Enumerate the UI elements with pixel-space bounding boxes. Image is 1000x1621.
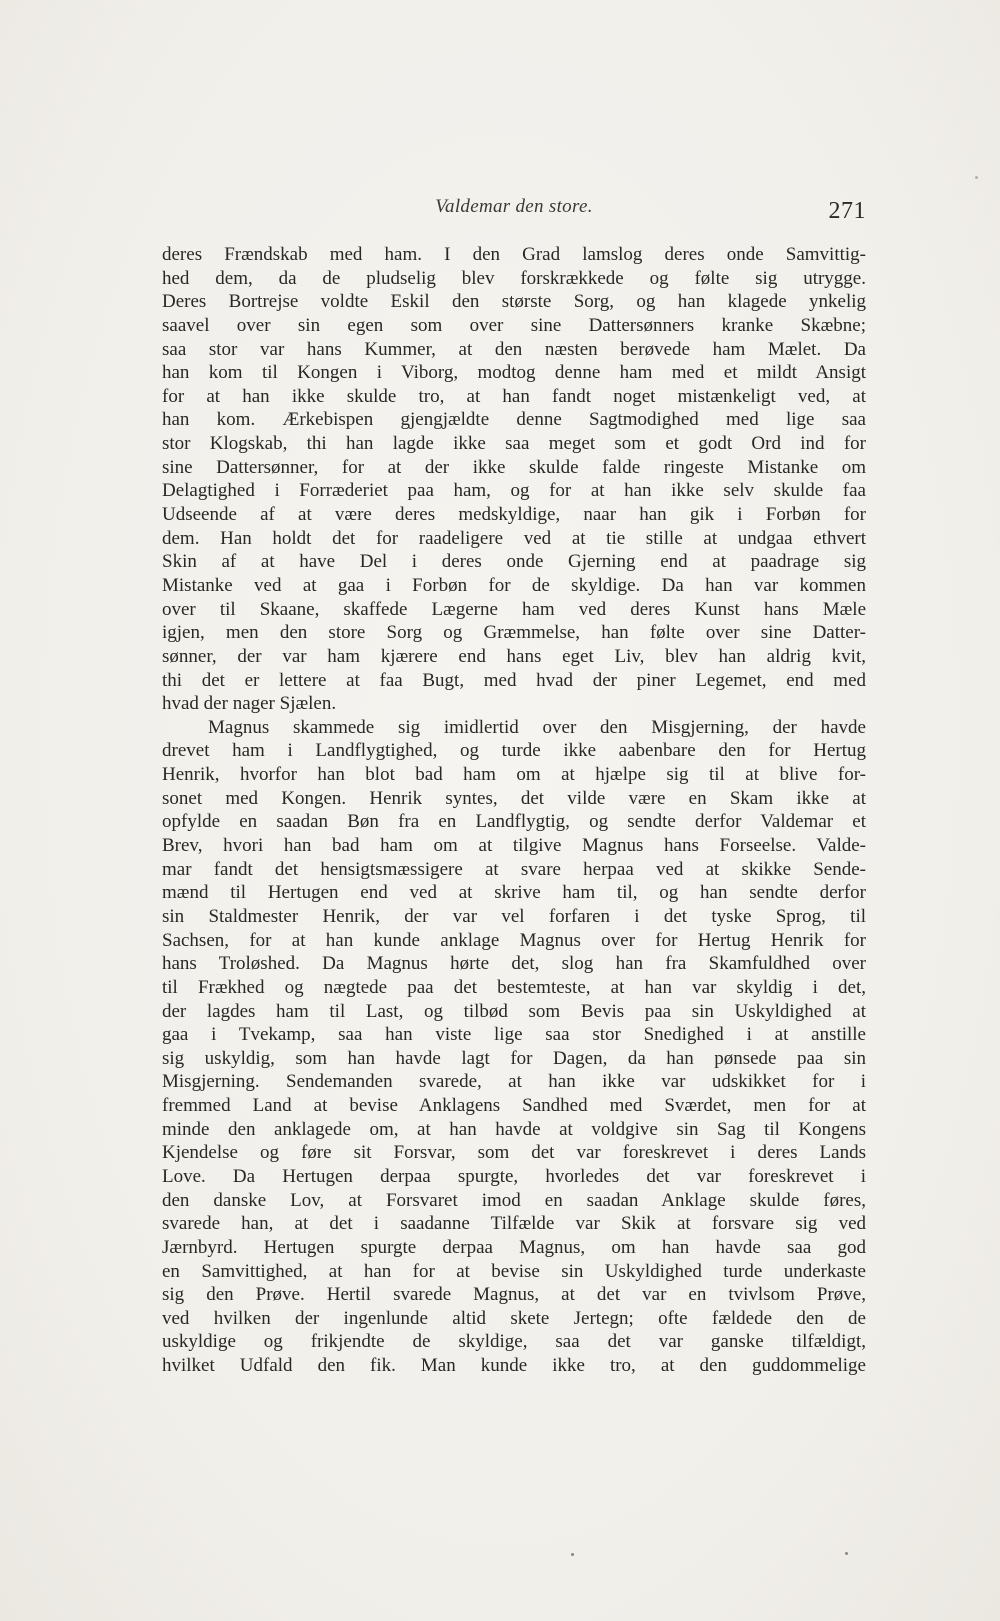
text-line: Magnus skammede sig imidlertid over den Misgjerning, der havde — [208, 716, 866, 738]
text-line: stor Klogskab, thi han lagde ikke saa meget som et godt Ord ind for — [162, 433, 866, 455]
text-line: Udseende af at være deres medskyldige, naar han gik i Forbøn for — [162, 504, 866, 526]
text-line: der lagdes ham til Last, og tilbød som Bevis paa sin Uskyldighed at — [162, 1000, 866, 1022]
text-line: Brev, hvori han bad ham om at tilgive Magnus hans Forseelse. Valde- — [162, 835, 866, 857]
text-line: sønner, der var ham kjærere end hans eget Liv, blev han aldrig kvit, — [162, 645, 866, 667]
text-line: for at han ikke skulde tro, at han fandt noget mistænkeligt ved, at — [162, 385, 866, 407]
text-line: minde den anklagede om, at han havde at voldgive sin Sag til Kongens — [162, 1118, 866, 1140]
text-line: mar fandt det hensigtsmæssigere at svare herpaa ved at skikke Sende- — [162, 858, 866, 880]
text-line: en Samvittighed, at han for at bevise sin Uskyldighed turde underkaste — [162, 1260, 866, 1282]
text-line: Mistanke ved at gaa i Forbøn for de skyldige. Da han var kommen — [162, 574, 866, 596]
text-line: sine Dattersønner, for at der ikke skulde falde ringeste Mistanke om — [162, 456, 866, 478]
text-line: drevet ham i Landflygtighed, og turde ikke aabenbare den for Hertug — [162, 740, 866, 762]
text-line: Skin af at have Del i deres onde Gjerning end at paadrage sig — [162, 551, 866, 573]
running-title: Valdemar den store. — [435, 196, 593, 217]
text-line: han kom til Kongen i Viborg, modtog denne ham med et mildt Ansigt — [162, 362, 866, 384]
text-line: mænd til Hertugen end ved at skrive ham til, og han sendte derfor — [162, 882, 866, 904]
text-line: den danske Lov, at Forsvaret imod en saadan Anklage skulde føres, — [162, 1189, 866, 1211]
page-number: 271 — [828, 198, 866, 224]
text-line: hans Troløshed. Da Magnus hørte det, slog han fra Skamfuldhed over — [162, 953, 866, 975]
text-line: over til Skaane, skaffede Lægerne ham ved deres Kunst hans Mæle — [162, 598, 866, 620]
body-text — [162, 243, 866, 1378]
text-line: ved hvilken der ingenlunde altid skete Jertegn; ofte fældede den de — [162, 1307, 866, 1329]
text-line: Sachsen, for at han kunde anklage Magnus over for Hertug Henrik for — [162, 929, 866, 951]
text-line: opfylde en saadan Bøn fra en Landflygtig, og sendte derfor Valdemar et — [162, 811, 866, 833]
text-line: hvad der nager Sjælen. — [162, 693, 337, 715]
text-line: Henrik, hvorfor han blot bad ham om at hjælpe sig til at blive for- — [162, 764, 866, 786]
text-line: saavel over sin egen som over sine Dattersønners kranke Skæbne; — [162, 314, 866, 336]
text-line: Love. Da Hertugen derpaa spurgte, hvorledes det var foreskrevet i — [162, 1165, 866, 1187]
text-line: hed dem, da de pludselig blev forskrækkede og følte sig utrygge. — [162, 267, 866, 289]
print-speck — [975, 176, 978, 179]
print-speck — [571, 1553, 574, 1556]
text-line: Delagtighed i Forræderiet paa ham, og for at han ikke selv skulde faa — [162, 480, 866, 502]
text-line: sin Staldmester Henrik, der var vel forfaren i det tyske Sprog, til — [162, 905, 866, 927]
text-line: thi det er lettere at faa Bugt, med hvad der piner Legemet, end med — [162, 669, 866, 691]
text-line: Misgjerning. Sendemanden svarede, at han ikke var udskikket for i — [162, 1071, 866, 1093]
text-line: sig den Prøve. Hertil svarede Magnus, at det var en tvivlsom Prøve, — [162, 1284, 866, 1306]
page-header — [162, 196, 866, 230]
text-line: dem. Han holdt det for raadeligere ved at tie stille at undgaa ethvert — [162, 527, 866, 549]
text-line: deres Frændskab med ham. I den Grad lamslog deres onde Samvittig- — [162, 244, 866, 265]
text-line: han kom. Ærkebispen gjengjældte denne Sagtmodighed med lige saa — [162, 409, 866, 431]
text-line: Kjendelse og føre sit Forsvar, som det var foreskrevet i deres Lands — [162, 1142, 866, 1164]
text-line: fremmed Land at bevise Anklagens Sandhed med Sværdet, men for at — [162, 1095, 866, 1117]
text-line: uskyldige og frikjendte de skyldige, saa det var ganske tilfældigt, — [162, 1331, 866, 1353]
text-line: igjen, men den store Sorg og Græmmelse, han følte over sine Datter- — [162, 622, 866, 644]
text-line: sig uskyldig, som han havde lagt for Dagen, da han pønsede paa sin — [162, 1047, 866, 1069]
text-line: svarede han, at det i saadanne Tilfælde var Skik at forsvare sig ved — [162, 1213, 866, 1235]
text-line: til Frækhed og nægtede paa det bestemteste, at han var skyldig i det, — [162, 976, 866, 998]
text-line: gaa i Tvekamp, saa han viste lige saa stor Snedighed i at anstille — [162, 1024, 866, 1046]
text-line: Deres Bortrejse voldte Eskil den største Sorg, og han klagede ynkelig — [162, 291, 866, 313]
text-line: Jærnbyrd. Hertugen spurgte derpaa Magnus, om han havde saa god — [162, 1236, 866, 1258]
print-speck — [845, 1552, 848, 1555]
text-line: sonet med Kongen. Henrik syntes, det vilde være en Skam ikke at — [162, 787, 866, 809]
text-line: hvilket Udfald den fik. Man kunde ikke tro, at den guddommelige — [162, 1355, 866, 1377]
text-line: saa stor var hans Kummer, at den næsten berøvede ham Mælet. Da — [162, 338, 866, 360]
